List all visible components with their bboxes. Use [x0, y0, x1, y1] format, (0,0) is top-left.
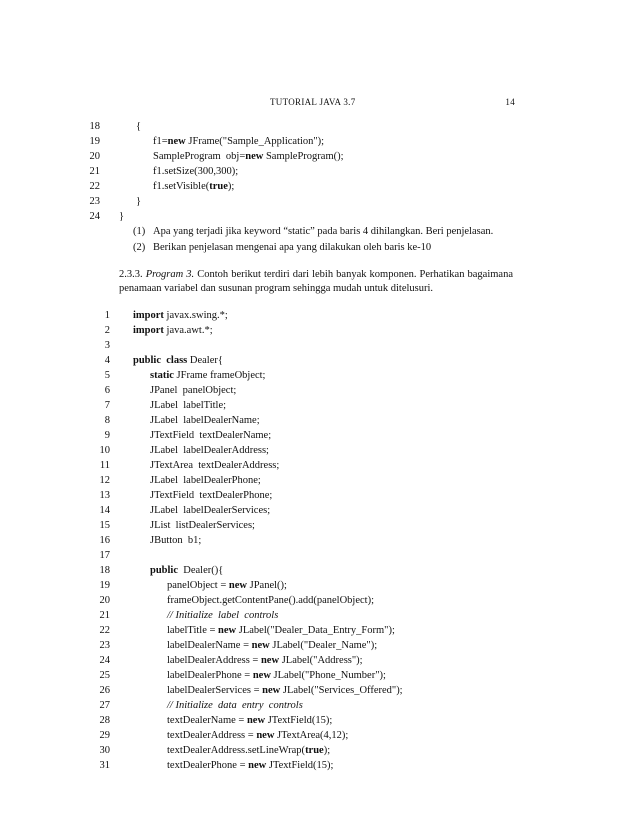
- code-token: f1=: [153, 136, 168, 147]
- code-keyword: new: [256, 730, 275, 741]
- code-keyword: import: [133, 325, 164, 336]
- line-number: 5: [104, 370, 110, 381]
- code-token: JTextField textDealerName;: [150, 430, 272, 441]
- line-number: 31: [99, 760, 110, 771]
- code-text: [133, 713, 332, 728]
- line-number: 10: [99, 445, 110, 456]
- code-text: [133, 533, 201, 548]
- code-keyword: new: [167, 136, 186, 147]
- code-token: JTextArea(4,12);: [274, 730, 349, 741]
- question-number: (2): [133, 242, 146, 253]
- code-token: f1.setVisible(: [153, 181, 210, 192]
- code-text: [133, 518, 255, 533]
- code-text: [133, 308, 228, 323]
- code-text: [133, 743, 330, 758]
- line-number: 21: [99, 610, 110, 621]
- code-token: SampleProgram();: [263, 151, 344, 162]
- line-number: 20: [99, 595, 110, 606]
- code-text: [119, 149, 344, 164]
- line-number: 23: [89, 196, 100, 207]
- line-number: 4: [104, 355, 110, 366]
- code-token: labelTitle =: [167, 625, 219, 636]
- code-token: JPanel panelObject;: [150, 385, 237, 396]
- line-number: 8: [104, 415, 110, 426]
- line-number: 21: [89, 166, 100, 177]
- line-number: 18: [99, 565, 110, 576]
- code-token: Dealer(){: [178, 565, 224, 576]
- question-text: Berikan penjelasan mengenai apa yang dilakukan oleh baris ke-10: [153, 242, 432, 253]
- code-token: JLabel("Services_Offered");: [280, 685, 403, 696]
- code-text: [133, 578, 287, 593]
- code-token: JButton b1;: [150, 535, 202, 546]
- code-text: [133, 503, 270, 518]
- code-token: }: [136, 196, 142, 207]
- code-text: [133, 368, 265, 383]
- code-keyword: new: [251, 640, 270, 651]
- code-token: JTextField(15);: [265, 715, 333, 726]
- code-keyword: new: [252, 670, 271, 681]
- line-number: 20: [89, 151, 100, 162]
- code-token: frameObject.getContentPane().add(panelObject);: [167, 595, 374, 606]
- section-paragraph: [119, 268, 513, 296]
- code-token: JLabel("Address");: [279, 655, 363, 666]
- line-number: 25: [99, 670, 110, 681]
- code-token: panelObject =: [167, 580, 229, 591]
- code-token: JTextField textDealerPhone;: [150, 490, 273, 501]
- line-number: 29: [99, 730, 110, 741]
- line-number: 16: [99, 535, 110, 546]
- code-token: JLabel("Phone_Number");: [270, 670, 386, 681]
- code-text: [133, 383, 236, 398]
- code-token: {: [136, 121, 142, 132]
- code-token: Dealer{: [187, 355, 223, 366]
- line-number: 26: [99, 685, 110, 696]
- line-number: 15: [99, 520, 110, 531]
- code-keyword: true: [209, 181, 228, 192]
- question-text: Apa yang terjadi jika keyword “static” pada baris 4 dihilangkan. Beri penjelasan.: [153, 226, 494, 237]
- code-token: );: [323, 745, 331, 756]
- section-text: Contoh berikut terdiri dari lebih banyak komponen. Perhatikan bagaimana penamaan variabel dan susunan program sehingga mudah untuk ditelusuri.: [119, 269, 513, 294]
- code-keyword: public: [150, 565, 179, 576]
- line-number: 24: [99, 655, 110, 666]
- code-keyword: static: [150, 370, 174, 381]
- line-number: 23: [99, 640, 110, 651]
- code-keyword: public: [133, 355, 162, 366]
- code-text: [133, 563, 223, 578]
- code-text: [119, 134, 324, 149]
- code-token: }: [119, 211, 125, 222]
- code-token: java.awt.*;: [163, 325, 213, 336]
- line-number: 13: [99, 490, 110, 501]
- line-number: 2: [104, 325, 110, 336]
- code-text: [133, 428, 271, 443]
- line-number: 7: [104, 400, 110, 411]
- code-comment: // Initialize data entry controls: [167, 700, 303, 711]
- line-number: 9: [104, 430, 110, 441]
- code-token: textDealerAddress =: [167, 730, 257, 741]
- code-token: JLabel labelDealerServices;: [150, 505, 271, 516]
- code-text: [133, 353, 223, 368]
- code-token: JLabel("Dealer_Data_Entry_Form");: [236, 625, 395, 636]
- code-token: JLabel labelDealerName;: [150, 415, 260, 426]
- code-keyword: class: [166, 355, 188, 366]
- code-token: javax.swing.*;: [163, 310, 228, 321]
- code-keyword: new: [218, 625, 237, 636]
- code-text: [133, 683, 403, 698]
- code-text: [133, 488, 272, 503]
- page-number: 14: [505, 97, 515, 107]
- code-text: [133, 413, 260, 428]
- line-number: 18: [89, 121, 100, 132]
- code-token: labelDealerPhone =: [167, 670, 253, 681]
- code-text: [133, 653, 363, 668]
- line-number: 19: [89, 136, 100, 147]
- code-keyword: true: [305, 745, 324, 756]
- code-text: [133, 728, 348, 743]
- code-token: JLabel("Dealer_Name");: [269, 640, 378, 651]
- code-text: [133, 458, 279, 473]
- line-number: 22: [89, 181, 100, 192]
- code-keyword: new: [245, 151, 264, 162]
- line-number: 11: [99, 460, 110, 471]
- code-comment: // Initialize label controls: [167, 610, 279, 621]
- code-token: JLabel labelTitle;: [150, 400, 227, 411]
- question-item: [133, 225, 513, 239]
- code-text: [119, 179, 234, 194]
- code-token: JPanel();: [247, 580, 287, 591]
- program-label: Program 3.: [145, 269, 195, 280]
- code-text: [119, 194, 141, 209]
- code-keyword: new: [248, 760, 267, 771]
- code-keyword: new: [246, 715, 266, 726]
- code-text: [133, 758, 333, 773]
- line-number: 3: [104, 340, 110, 351]
- code-token: textDealerPhone =: [167, 760, 249, 771]
- code-text: [119, 164, 238, 179]
- line-number: 19: [99, 580, 110, 591]
- line-number: 17: [99, 550, 110, 561]
- code-text: [133, 473, 261, 488]
- code-token: JLabel labelDealerAddress;: [150, 445, 269, 456]
- code-token: );: [227, 181, 235, 192]
- section-number: 2.3.3.: [119, 269, 143, 280]
- code-token: labelDealerServices =: [167, 685, 263, 696]
- line-number: 27: [99, 700, 110, 711]
- code-text: [133, 638, 377, 653]
- code-token: textDealerName =: [167, 715, 247, 726]
- line-number: 30: [99, 745, 110, 756]
- code-text: [133, 398, 226, 413]
- code-token: f1.setSize(300,300);: [153, 166, 239, 177]
- code-token: JFrame frameObject;: [173, 370, 266, 381]
- line-number: 1: [104, 310, 110, 321]
- code-text: [133, 608, 278, 623]
- line-number: 22: [99, 625, 110, 636]
- code-text: [133, 593, 374, 608]
- line-number: 14: [99, 505, 110, 516]
- code-token: JTextArea textDealerAddress;: [150, 460, 280, 471]
- code-token: JLabel labelDealerPhone;: [150, 475, 261, 486]
- header-title: TUTORIAL JAVA 3.7: [270, 97, 356, 107]
- line-number: 28: [99, 715, 110, 726]
- code-text: [133, 698, 303, 713]
- code-token: JFrame("Sample_Application");: [185, 136, 325, 147]
- code-keyword: import: [133, 310, 164, 321]
- code-token: labelDealerAddress =: [167, 655, 261, 666]
- code-text: [133, 443, 269, 458]
- code-keyword: new: [228, 580, 247, 591]
- line-number: 24: [89, 211, 100, 222]
- code-text: [119, 119, 141, 134]
- line-number: 6: [104, 385, 110, 396]
- code-token: SampleProgram obj=: [153, 151, 246, 162]
- code-token: labelDealerName =: [167, 640, 252, 651]
- question-number: (1): [133, 226, 146, 237]
- code-keyword: new: [262, 685, 281, 696]
- question-list: [133, 225, 513, 257]
- code-text: [133, 623, 395, 638]
- code-text: [133, 323, 213, 338]
- code-keyword: new: [260, 655, 280, 666]
- code-token: textDealerAddress.setLineWrap(: [167, 745, 306, 756]
- code-text: [133, 668, 386, 683]
- code-text: [119, 209, 124, 224]
- question-item: [133, 241, 513, 255]
- line-number: 12: [99, 475, 110, 486]
- code-token: JTextField(15);: [266, 760, 334, 771]
- code-token: JList listDealerServices;: [150, 520, 255, 531]
